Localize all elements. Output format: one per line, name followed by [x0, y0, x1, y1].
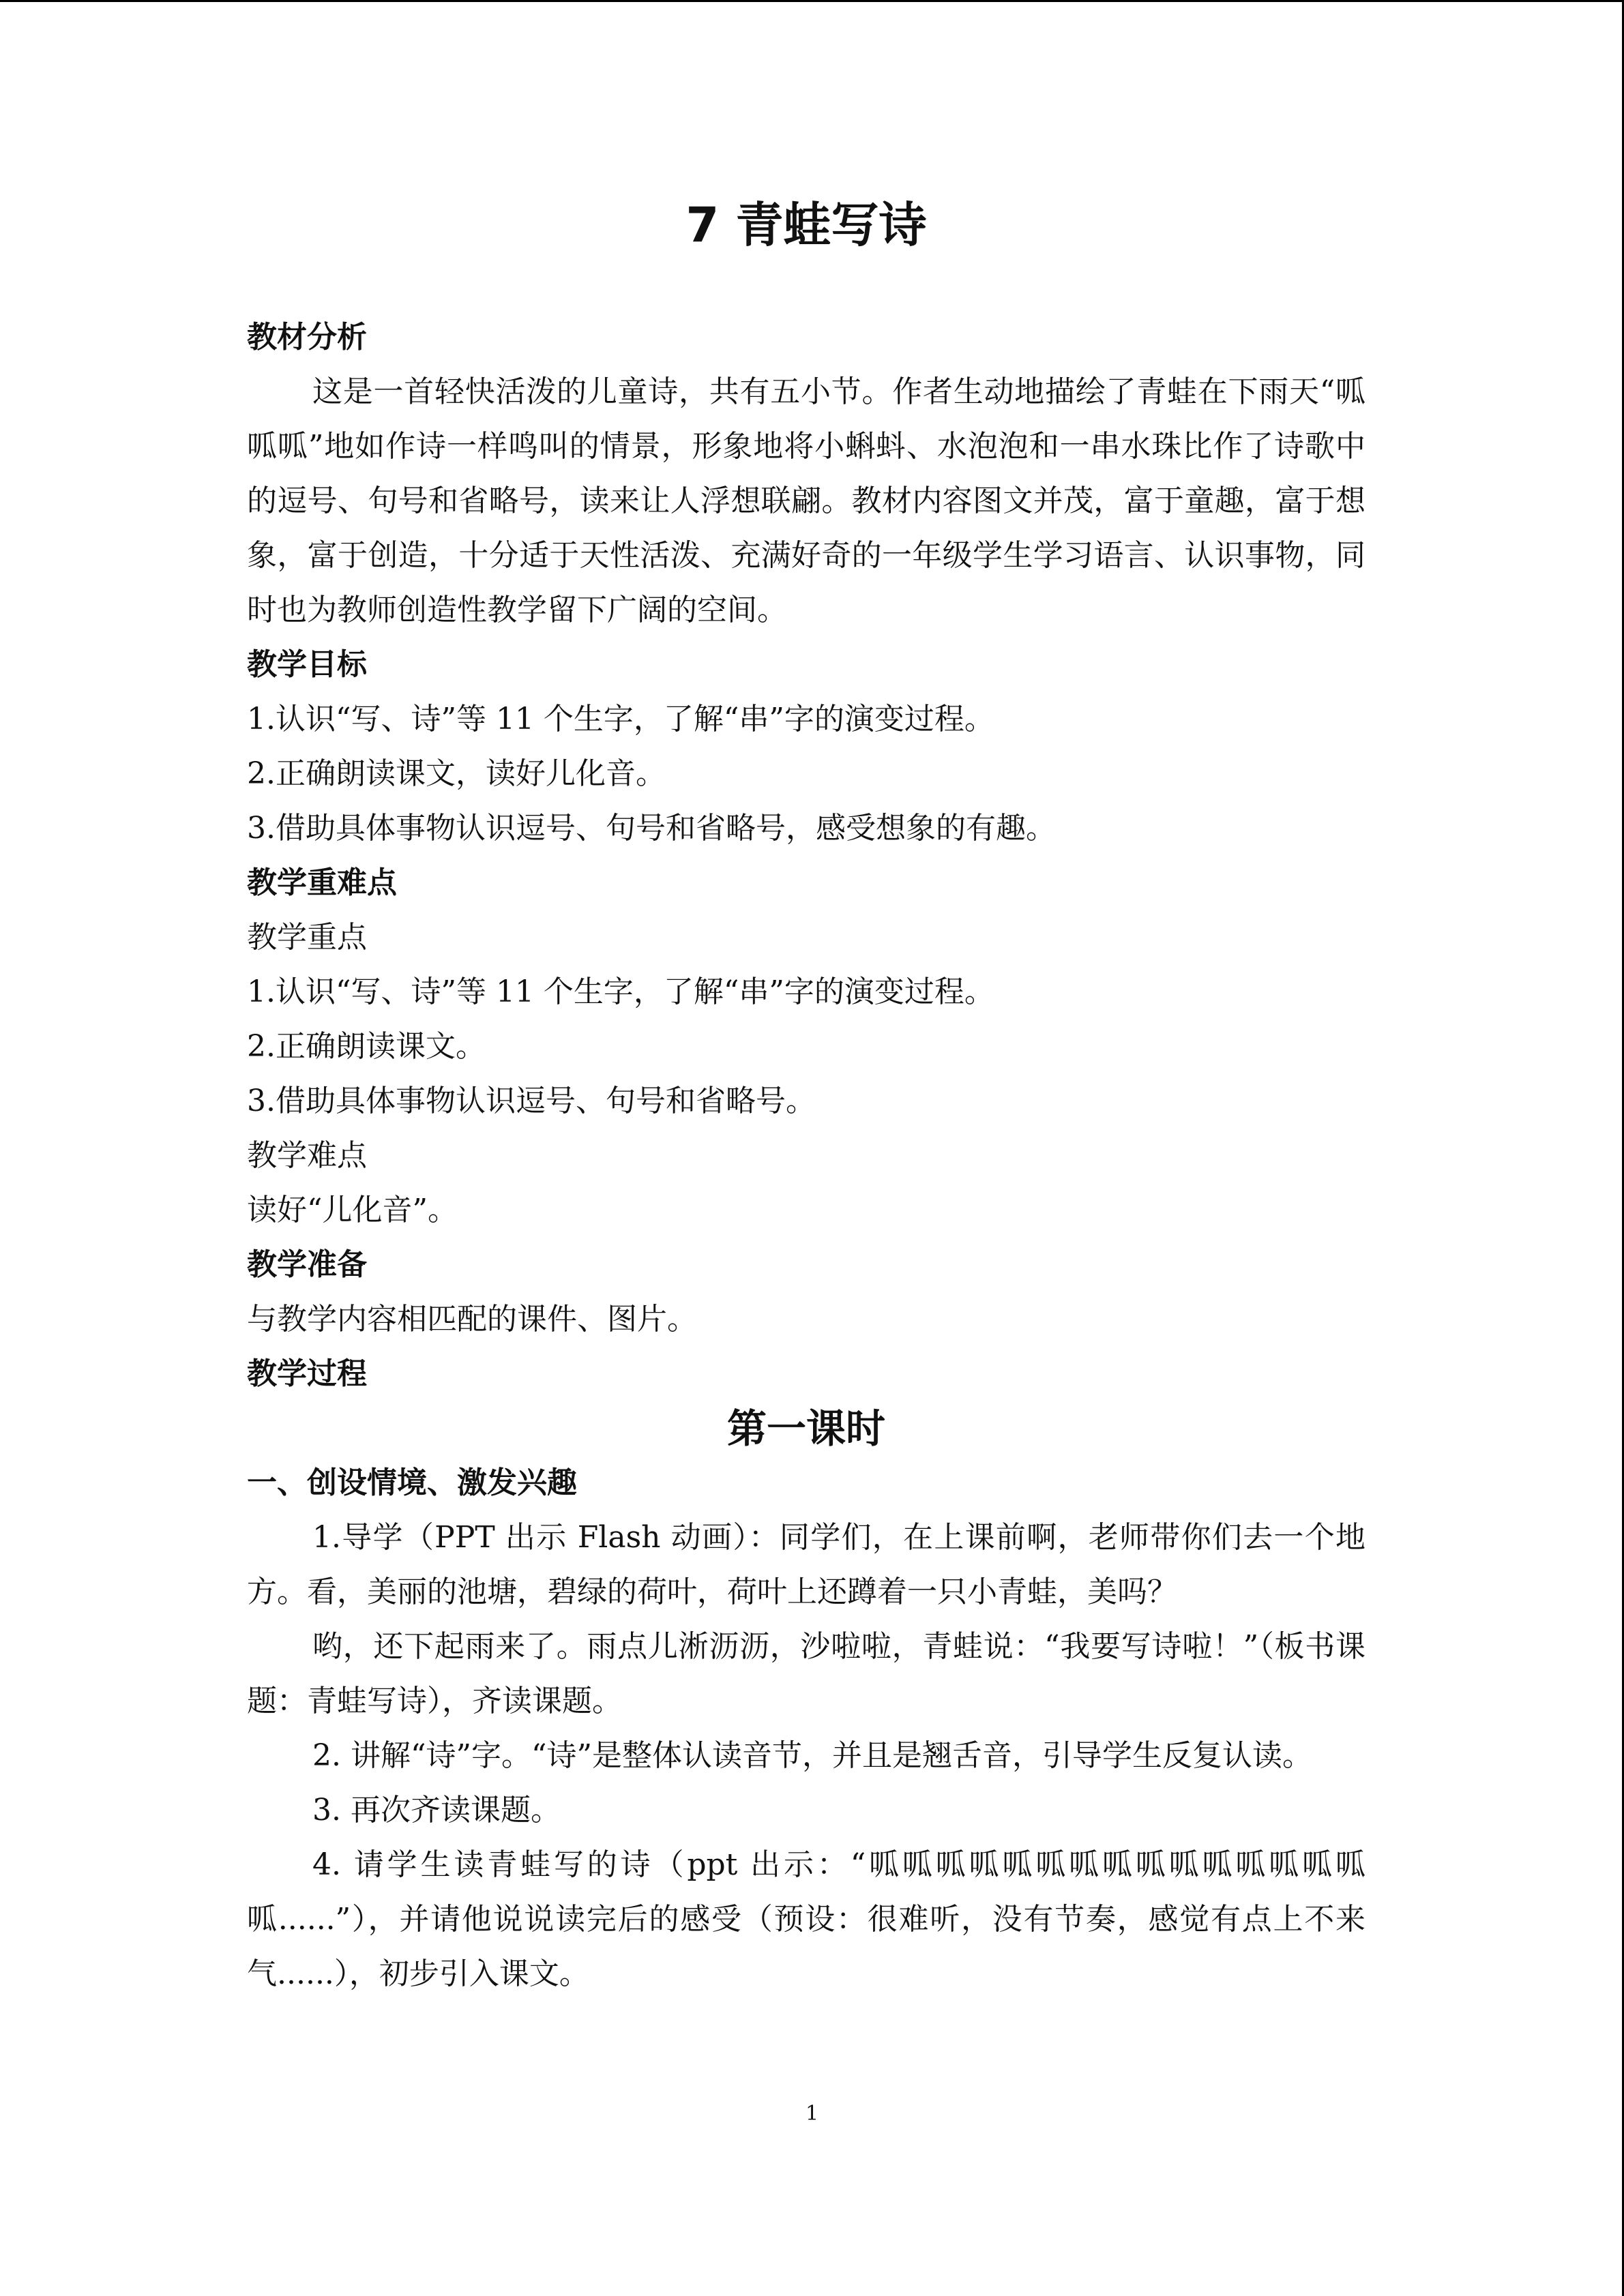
objective-item: 3.借助具体事物认识逗号、句号和省略号，感受想象的有趣。	[247, 811, 1056, 846]
key-points-heading: 教学重难点	[247, 865, 397, 900]
objectives-heading: 教学目标	[247, 647, 367, 682]
difficulty-label: 教学难点	[247, 1138, 367, 1173]
process-paragraph: 4. 请学生读青蛙写的诗（ppt 出示：“呱呱呱呱呱呱呱呱呱呱呱呱呱呱呱呱......”），并请他说说读完后的感受（预设：很难听，没有节奏，感觉有点上不来气......），初步引入课文。	[247, 1847, 1365, 1991]
focus-item: 1.认识“写、诗”等 11 个生字，了解“串”字的演变过程。	[247, 974, 994, 1009]
preparation-text: 与教学内容相匹配的课件、图片。	[247, 1302, 697, 1337]
page-number: 1	[805, 2102, 819, 2126]
document-title: 7 青蛙写诗	[685, 197, 927, 253]
part-one-heading: 一、创设情境、激发兴趣	[247, 1465, 577, 1500]
process-paragraph: 1.导学（PPT 出示 Flash 动画）：同学们，在上课前啊，老师带你们去一个地方。看，美丽的池塘，碧绿的荷叶，荷叶上还蹲着一只小青蛙，美吗？	[247, 1520, 1365, 1609]
objective-item: 2.正确朗读课文，读好儿化音。	[247, 756, 666, 791]
process-paragraph: 3. 再次齐读课题。	[312, 1793, 561, 1828]
preparation-heading: 教学准备	[247, 1247, 367, 1282]
document-body	[247, 310, 1365, 2001]
lesson-title: 第一课时	[726, 1405, 885, 1452]
page-top-border	[0, 0, 1624, 2]
process-paragraph: 哟，还下起雨来了。雨点儿淅沥沥，沙啦啦，青蛙说：“我要写诗啦！”（板书课题：青蛙写诗），齐读课题。	[247, 1629, 1365, 1718]
focus-label: 教学重点	[247, 920, 367, 955]
process-paragraph: 2. 讲解“诗”字。“诗”是整体认读音节，并且是翘舌音，引导学生反复认读。	[312, 1738, 1312, 1773]
analysis-heading: 教材分析	[247, 320, 367, 355]
difficulty-text: 读好“儿化音”。	[247, 1193, 458, 1227]
focus-item: 3.借助具体事物认识逗号、句号和省略号。	[247, 1084, 816, 1118]
objective-item: 1.认识“写、诗”等 11 个生字，了解“串”字的演变过程。	[247, 702, 994, 736]
analysis-paragraph: 这是一首轻快活泼的儿童诗，共有五小节。作者生动地描绘了青蛙在下雨天“呱呱呱”地如作诗一样鸣叫的情景，形象地将小蝌蚪、水泡泡和一串水珠比作了诗歌中的逗号、句号和省略号，读来让人浮想联翩。教材内容图文并茂，富于童趣，富于想象，富于创造，十分适于天性活泼、充满好奇的一年级学生学习语言、认识事物，同时也为教师创造性教学留下广阔的空间。	[247, 374, 1365, 627]
process-heading: 教学过程	[247, 1356, 367, 1391]
focus-item: 2.正确朗读课文。	[247, 1029, 486, 1064]
